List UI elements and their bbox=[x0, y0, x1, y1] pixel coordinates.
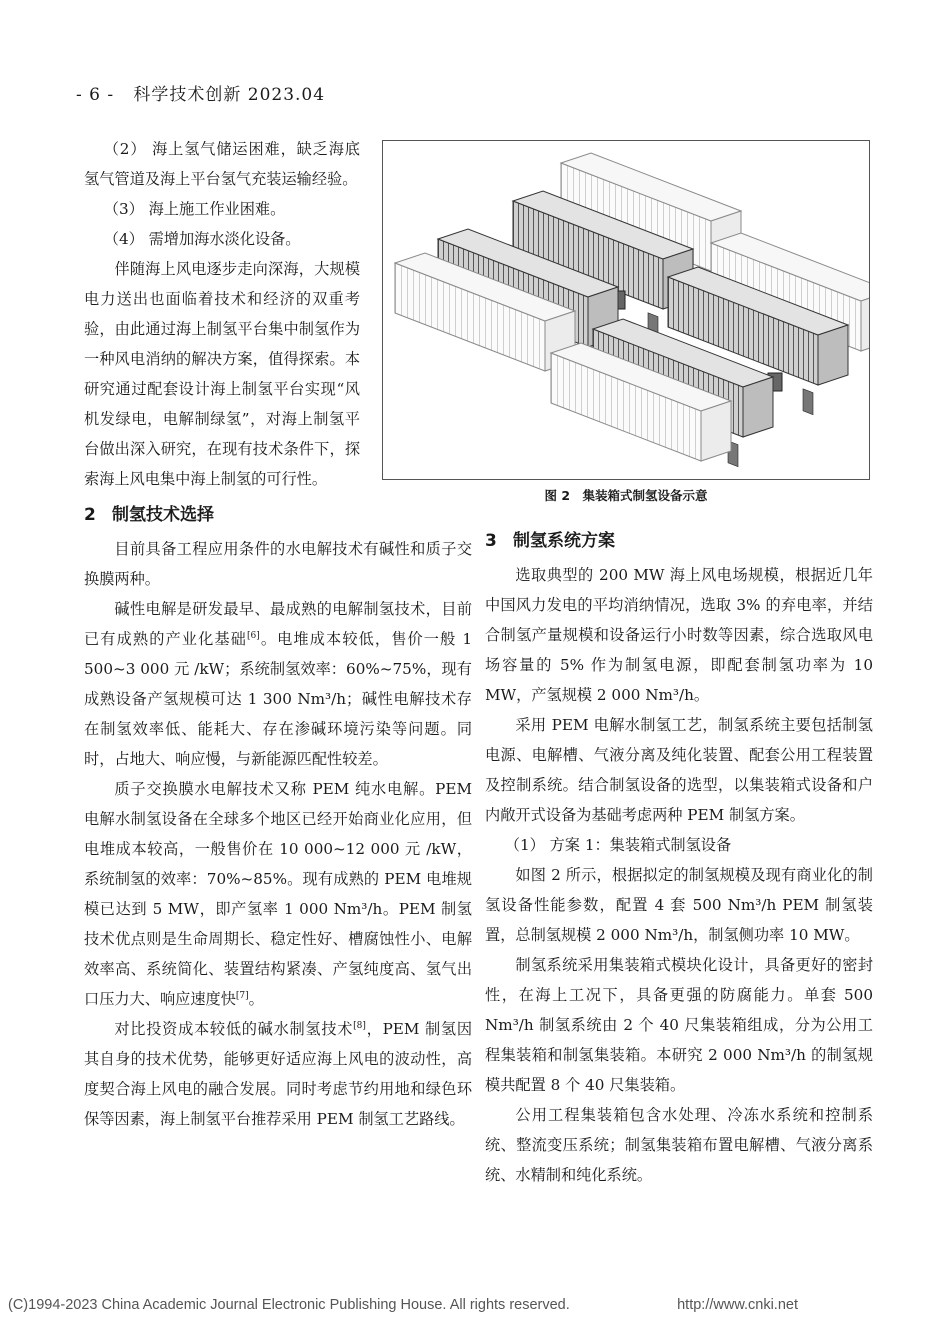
list-item-4: （4） 需增加海水淡化设备。 bbox=[103, 230, 301, 248]
citation: [7] bbox=[235, 990, 249, 1001]
paragraph: 公用工程集装箱包含水处理、冷冻水系统和控制系统、整流变压系统；制氢集装箱布置电解槽、气液分离系统、水精制和纯化系统。 bbox=[485, 1106, 873, 1184]
section-3-title: 制氢系统方案 bbox=[513, 531, 615, 551]
paragraph: 选取典型的 200 MW 海上风电场规模，根据近几年中国风力发电的平均消纳情况，选取 3% 的弃电率，并结合制氢产量规模和设备运行小时数等因素，综合选取风电场容量的 5% 作为制氢电源，即配套制氢功率为 10 MW，产氢规模 2 000 Nm³/h。 bbox=[485, 566, 873, 704]
page-number: - 6 - bbox=[76, 85, 115, 105]
paragraph: 碱性电解是研发最早、最成熟的电解制氢技术，目前已有成熟的产业化基础[6]。电堆成本较低，售价一般 1 500~3 000 元 /kW；系统制氢效率：60%~75%，现有成熟设备产氢规模可达 1 300 Nm³/h；碱性电解技术存在制氢效率低、能耗大、存在渗碱环境污染等问题。同时，占地大、响应慢，与新能源匹配性较差。 bbox=[84, 600, 472, 768]
figure-2 bbox=[382, 140, 870, 480]
copyright-text: (C)1994-2023 China Academic Journal Electronic Publishing House. All rights reserved. bbox=[8, 1297, 570, 1313]
subheading: （1） 方案 1：集装箱式制氢设备 bbox=[504, 836, 732, 854]
section-3-heading bbox=[485, 526, 873, 556]
list-item-2: （2） 海上氢气储运困难，缺乏海底氢气管道及海上平台氢气充装运输经验。 bbox=[84, 140, 360, 188]
site-link[interactable]: http://www.cnki.net bbox=[677, 1297, 798, 1313]
paragraph: 目前具备工程应用条件的水电解技术有碱性和质子交换膜两种。 bbox=[84, 540, 472, 588]
figure-caption: 图 2 集装箱式制氢设备示意 bbox=[544, 488, 708, 503]
section-2-title: 制氢技术选择 bbox=[112, 505, 214, 525]
paragraph: 质子交换膜水电解技术又称 PEM 纯水电解。PEM 电解水制氢设备在全球多个地区已经开始商业化应用，但电堆成本较高，一般售价在 10 000~12 000 元 /kW，系统制氢的效率：70%~85%。现有成熟的 PEM 电堆规模已达到 5 MW，即产氢率 1 000 Nm³/h。PEM 制氢技术优点则是生命周期长、稳定性好、槽腐蚀性小、电解效率高、系统简化、装置结构紧凑、产氢纯度高、氢气出口压力大、响应速度快[7]。 bbox=[84, 780, 472, 1008]
list-item-3: （3） 海上施工作业困难。 bbox=[103, 200, 286, 218]
page-header bbox=[76, 80, 325, 105]
right-column bbox=[485, 531, 873, 1190]
section-3-number: 3 bbox=[485, 531, 497, 551]
intro-paragraph: 伴随海上风电逐步走向深海，大规模电力送出也面临着技术和经济的双重考验，由此通过海上制氢平台集中制氢作为一种风电消纳的解决方案，值得探索。本研究通过配套设计海上制氢平台实现“风机发绿电，电解制绿氢”，对海上制氢平台做出深入研究，在现有技术条件下，探索海上风电集中海上制氢的可行性。 bbox=[84, 260, 360, 488]
citation: [8] bbox=[353, 1020, 366, 1031]
paragraph: 采用 PEM 电解水制氢工艺，制氢系统主要包括制氢电源、电解槽、气液分离及纯化装置、配套公用工程装置及控制系统。结合制氢设备的选型，以集装箱式设备和户内敞开式设备为基础考虑两种 PEM 制氢方案。 bbox=[485, 716, 873, 824]
container-illustration bbox=[383, 141, 869, 479]
paragraph: 如图 2 所示，根据拟定的制氢规模及现有商业化的制氢设备性能参数，配置 4 套 500 Nm³/h PEM 制氢装置，总制氢规模 2 000 Nm³/h，制氢侧功率 10 MW。 bbox=[485, 866, 873, 944]
section-2-heading bbox=[84, 500, 472, 530]
paragraph: 制氢系统采用集装箱式模块化设计，具备更好的密封性，在海上工况下，具备更强的防腐能力。单套 500 Nm³/h 制氢系统由 2 个 40 尺集装箱组成，分为公用工程集装箱和制氢集装箱。本研究 2 000 Nm³/h 的制氢规模共配置 8 个 40 尺集装箱。 bbox=[485, 956, 873, 1094]
footer bbox=[8, 1297, 948, 1313]
journal-title: 科学技术创新 2023.04 bbox=[133, 85, 326, 105]
paragraph: 对比投资成本较低的碱水制氢技术[8]，PEM 制氢因其自身的技术优势，能够更好适应海上风电的波动性，高度契合海上风电的融合发展。同时考虑节约用地和绿色环保等因素，海上制氢平台推荐采用 PEM 制氢工艺路线。 bbox=[84, 1020, 473, 1128]
citation: [6] bbox=[246, 630, 260, 641]
section-2-number: 2 bbox=[84, 505, 96, 525]
